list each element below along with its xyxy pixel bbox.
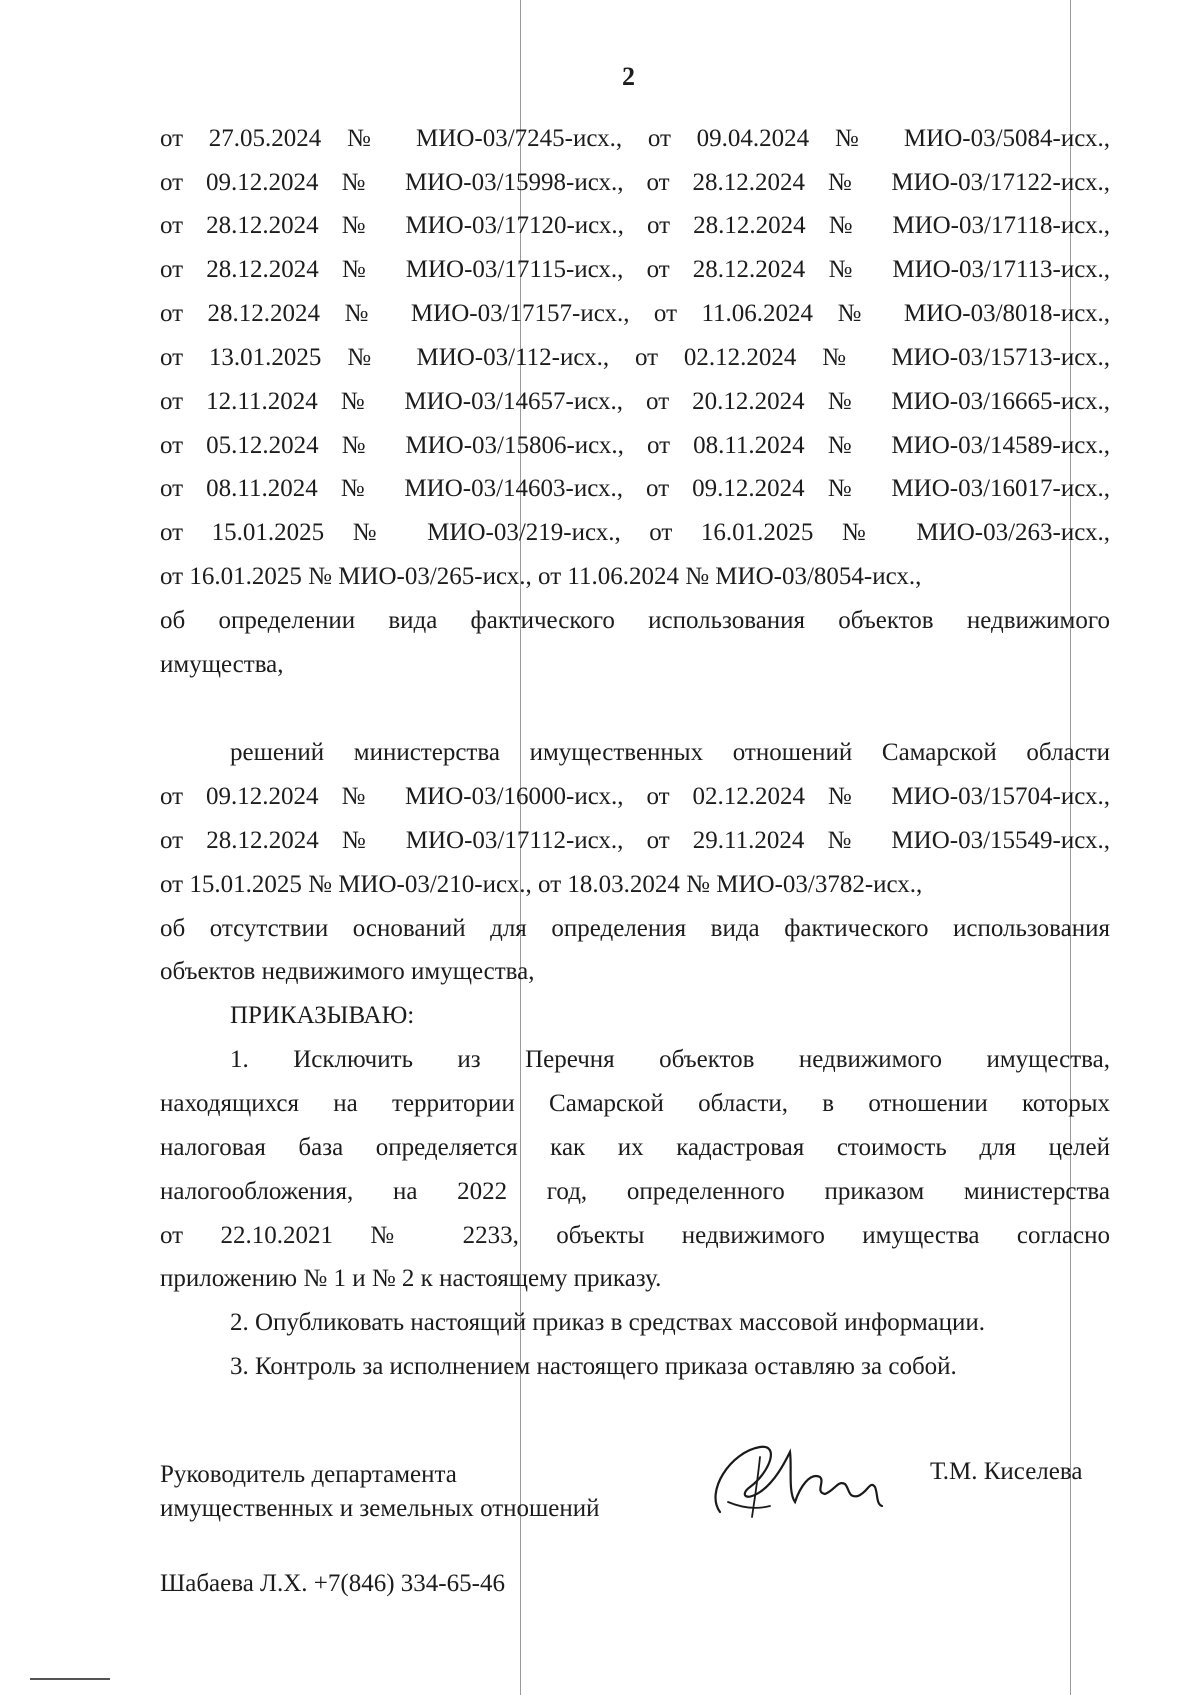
reference-line: от 16.01.2025 № МИО-03/265-исх., от 11.06.2024 № МИО-03/8054-исх.,: [160, 563, 922, 590]
reference-line: от 28.12.2024 № МИО-03/17120-исх., от 28.12.2024 № МИО-03/17118-исх.,: [160, 212, 1110, 239]
order-item-line: от 22.10.2021 № 2233, объекты недвижимого имущества согласно: [160, 1222, 1110, 1249]
order-item-line: налоговая база определяется как их кадастровая стоимость для целей: [160, 1134, 1110, 1161]
order-item-line: 1. Исключить из Перечня объектов недвижимого имущества,: [230, 1046, 1110, 1073]
reference-line: от 08.11.2024 № МИО-03/14603-исх., от 09.12.2024 № МИО-03/16017-исх.,: [160, 475, 1110, 502]
page-number: 2: [622, 62, 635, 91]
signatory-title-line: Руководитель департамента: [160, 1461, 457, 1488]
paragraph-line: объектов недвижимого имущества,: [160, 958, 535, 985]
reference-line: от 15.01.2025 № МИО-03/219-исх., от 16.01.2025 № МИО-03/263-исх.,: [160, 519, 1110, 546]
paragraph-line: об отсутствии оснований для определения вида фактического использования: [160, 915, 1110, 942]
paragraph-line: решений министерства имущественных отношений Самарской области: [230, 739, 1110, 766]
contact-info: Шабаева Л.Х. +7(846) 334-65-46: [160, 1570, 505, 1597]
reference-line: от 09.12.2024 № МИО-03/15998-исх., от 28.12.2024 № МИО-03/17122-исх.,: [160, 169, 1110, 196]
order-item-3: 3. Контроль за исполнением настоящего приказа оставляю за собой.: [230, 1353, 957, 1380]
reference-line: от 28.12.2024 № МИО-03/17157-исх., от 11.06.2024 № МИО-03/8018-исх.,: [160, 300, 1110, 327]
order-heading: ПРИКАЗЫВАЮ:: [230, 1002, 415, 1029]
reference-line: от 15.01.2025 № МИО-03/210-исх., от 18.03.2024 № МИО-03/3782-исх.,: [160, 871, 923, 898]
reference-line: от 27.05.2024 № МИО-03/7245-исх., от 09.04.2024 № МИО-03/5084-исх.,: [160, 125, 1110, 152]
order-item-line: находящихся на территории Самарской области, в отношении которых: [160, 1090, 1110, 1117]
reference-line: от 28.12.2024 № МИО-03/17115-исх., от 28.12.2024 № МИО-03/17113-исх.,: [160, 256, 1110, 283]
scan-artifact-mark: [30, 1678, 110, 1680]
reference-line: от 09.12.2024 № МИО-03/16000-исх., от 02.12.2024 № МИО-03/15704-исх.,: [160, 783, 1110, 810]
order-item-line: приложению № 1 и № 2 к настоящему приказу.: [160, 1265, 662, 1292]
reference-line: от 12.11.2024 № МИО-03/14657-исх., от 20.12.2024 № МИО-03/16665-исх.,: [160, 388, 1110, 415]
signatory-title-line: имущественных и земельных отношений: [160, 1495, 600, 1522]
order-item-line: налогообложения, на 2022 год, определенного приказом министерства: [160, 1178, 1110, 1205]
reference-line: от 05.12.2024 № МИО-03/15806-исх., от 08.11.2024 № МИО-03/14589-исх.,: [160, 432, 1110, 459]
paragraph-line: имущества,: [160, 651, 284, 678]
reference-line: от 28.12.2024 № МИО-03/17112-исх., от 29.11.2024 № МИО-03/15549-исх.,: [160, 827, 1110, 854]
handwritten-signature: [700, 1432, 900, 1527]
reference-line: от 13.01.2025 № МИО-03/112-исх., от 02.12.2024 № МИО-03/15713-исх.,: [160, 344, 1110, 371]
order-item-2: 2. Опубликовать настоящий приказ в средствах массовой информации.: [230, 1309, 986, 1336]
signatory-name: Т.М. Киселева: [930, 1458, 1083, 1485]
paragraph-line: об определении вида фактического использования объектов недвижимого: [160, 607, 1110, 634]
